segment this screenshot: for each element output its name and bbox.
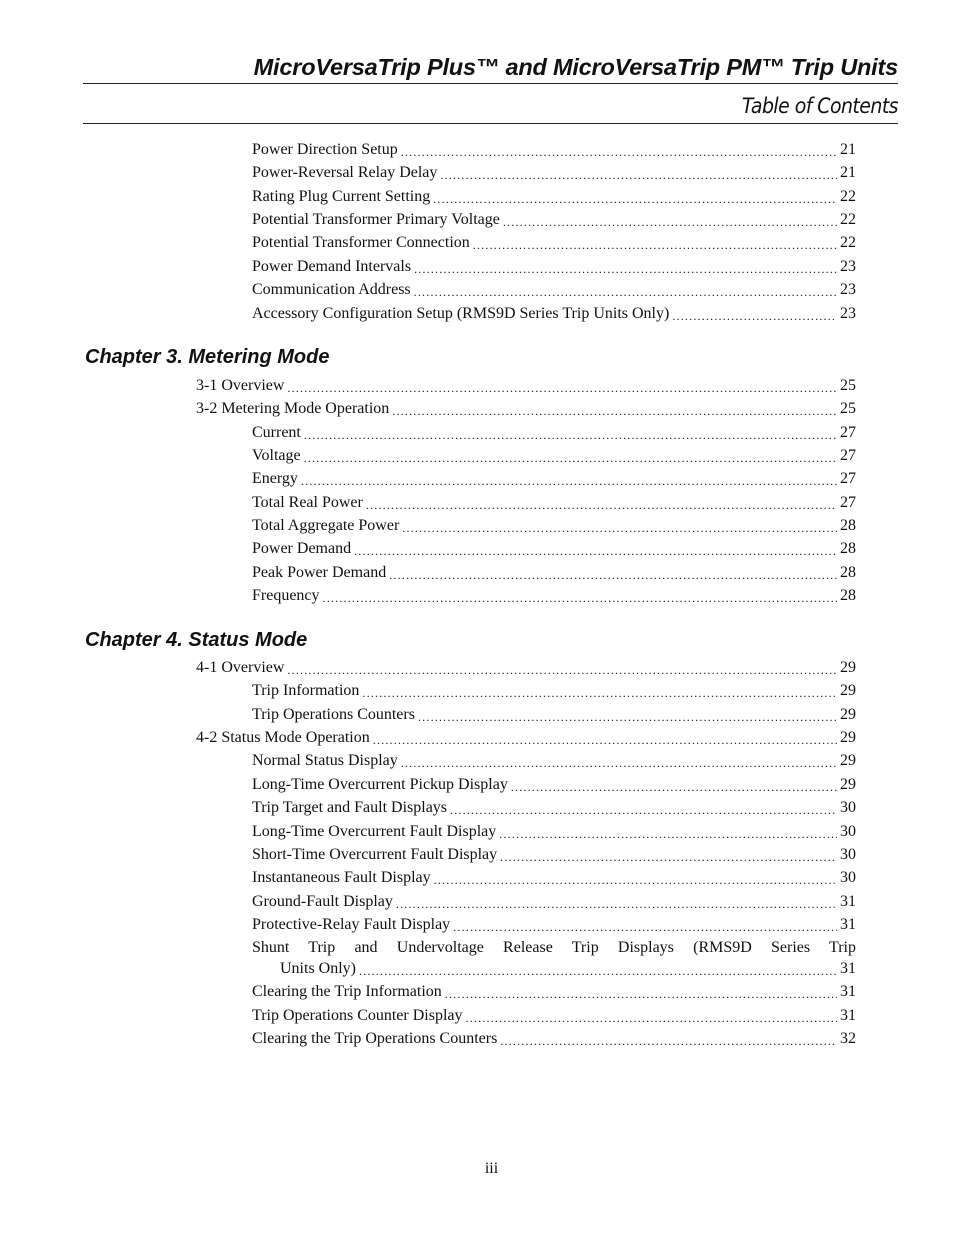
toc-entry-page: 31 xyxy=(840,893,856,910)
toc-entry-page: 30 xyxy=(840,846,856,863)
dot-leader xyxy=(450,798,837,814)
dot-leader xyxy=(389,563,837,579)
toc-entry[interactable] xyxy=(252,1004,856,1027)
toc-entry-page: 25 xyxy=(840,400,856,417)
toc-entry[interactable] xyxy=(196,726,856,749)
toc-entry[interactable] xyxy=(196,374,856,397)
chapter-heading[interactable]: Chapter 4. Status Mode xyxy=(85,629,308,651)
toc-entry[interactable] xyxy=(252,138,856,161)
toc-entry[interactable] xyxy=(252,749,856,772)
dot-leader xyxy=(672,304,837,320)
toc-entry[interactable] xyxy=(252,444,856,467)
toc-entry-title: Clearing the Trip Information xyxy=(252,983,442,1000)
toc-entry-title: 3-2 Metering Mode Operation xyxy=(196,400,390,417)
toc-entry-page: 23 xyxy=(840,258,856,275)
toc-entry-title: 3-1 Overview xyxy=(196,377,285,394)
section-title: Table of Contents xyxy=(741,94,898,118)
toc-entry-page: 27 xyxy=(840,447,856,464)
toc-entry-title: Instantaneous Fault Display xyxy=(252,869,431,886)
toc-entry-page: 28 xyxy=(840,564,856,581)
toc-entry-page: 30 xyxy=(840,823,856,840)
toc-entry-title: Potential Transformer Connection xyxy=(252,234,470,251)
toc-entry[interactable] xyxy=(252,1027,856,1050)
dot-leader xyxy=(433,187,837,203)
toc-entry-title: Trip Operations Counter Display xyxy=(252,1007,463,1024)
dot-leader xyxy=(401,140,837,156)
toc-entry-page: 27 xyxy=(840,424,856,441)
toc-entry[interactable] xyxy=(252,703,856,726)
toc-entry[interactable] xyxy=(252,278,856,301)
toc-entry-title: Ground-Fault Display xyxy=(252,893,393,910)
dot-leader xyxy=(503,210,837,226)
toc-entry-page: 25 xyxy=(840,377,856,394)
toc-entry-title: Power Demand xyxy=(252,540,352,557)
dot-leader xyxy=(287,658,837,674)
toc-entry-title: Potential Transformer Primary Voltage xyxy=(252,211,500,228)
toc-entry-title: Long-Time Overcurrent Fault Display xyxy=(252,823,497,840)
dot-leader xyxy=(473,233,837,249)
toc-entry-title: Trip Target and Fault Displays xyxy=(252,799,448,816)
dot-leader xyxy=(301,469,837,485)
toc-entry[interactable] xyxy=(252,820,856,843)
dot-leader xyxy=(359,960,837,976)
toc-entry-page: 23 xyxy=(840,281,856,298)
toc-entry-title: Frequency xyxy=(252,587,320,604)
dot-leader xyxy=(453,915,837,931)
toc-entry[interactable] xyxy=(252,796,856,819)
toc-entry-title: Communication Address xyxy=(252,281,411,298)
toc-entry-page: 29 xyxy=(840,682,856,699)
toc-entry[interactable] xyxy=(196,397,856,420)
dot-leader xyxy=(499,822,837,838)
toc-entry[interactable] xyxy=(252,890,856,913)
toc-entry[interactable] xyxy=(252,866,856,889)
dot-leader xyxy=(434,868,837,884)
toc-entry-page: 23 xyxy=(840,305,856,322)
toc-entry-page: 29 xyxy=(840,776,856,793)
toc-entry-page: 31 xyxy=(840,1007,856,1024)
toc-entry[interactable] xyxy=(252,161,856,184)
dot-leader xyxy=(414,280,837,296)
toc-entry-title: Energy xyxy=(252,470,298,487)
toc-entry[interactable] xyxy=(252,302,856,325)
toc-entry-page: 29 xyxy=(840,729,856,746)
dot-leader xyxy=(304,423,837,439)
toc-entry-title: Peak Power Demand xyxy=(252,564,387,581)
toc-entry-page: 29 xyxy=(840,659,856,676)
toc-entry-title: Trip Information xyxy=(252,682,360,699)
toc-entry-title-continued: Units Only) xyxy=(280,960,356,977)
toc-entry[interactable] xyxy=(252,185,856,208)
toc-entry[interactable] xyxy=(196,656,856,679)
toc-entry-title: Accessory Configuration Setup (RMS9D Series Trip Units Only) xyxy=(252,305,670,322)
dot-leader xyxy=(287,376,837,392)
toc-entry-page: 22 xyxy=(840,234,856,251)
toc-entry-title: Power Demand Intervals xyxy=(252,258,412,275)
toc-entry[interactable] xyxy=(252,679,856,702)
toc-entry-title: Normal Status Display xyxy=(252,752,398,769)
toc-entry[interactable] xyxy=(252,584,856,607)
dot-leader xyxy=(354,539,837,555)
dot-leader xyxy=(396,892,837,908)
toc-entry-title: Clearing the Trip Operations Counters xyxy=(252,1030,498,1047)
toc-entry-page: 28 xyxy=(840,517,856,534)
toc-entry[interactable] xyxy=(252,491,856,514)
toc-entry-page: 30 xyxy=(840,869,856,886)
toc-entry[interactable] xyxy=(252,913,856,936)
toc-entry-page: 21 xyxy=(840,141,856,158)
toc-entry-title: Protective-Relay Fault Display xyxy=(252,916,451,933)
toc-entry-title: 4-2 Status Mode Operation xyxy=(196,729,370,746)
toc-entry[interactable] xyxy=(252,231,856,254)
toc-entry-title: Power Direction Setup xyxy=(252,141,398,158)
toc-entry-page: 28 xyxy=(840,587,856,604)
toc-entry-title: 4-1 Overview xyxy=(196,659,285,676)
toc-entry-page: 31 xyxy=(840,960,856,977)
dot-leader xyxy=(511,775,837,791)
dot-leader xyxy=(392,399,837,415)
toc-entry-title: Rating Plug Current Setting xyxy=(252,188,431,205)
toc-entry-title: Current xyxy=(252,424,301,441)
dot-leader xyxy=(500,845,837,861)
document-title: MicroVersaTrip Plus™ and MicroVersaTrip PM™ Trip Units xyxy=(253,54,898,80)
dot-leader xyxy=(401,751,837,767)
toc-entry-page: 31 xyxy=(840,983,856,1000)
header-rule-top xyxy=(83,83,898,84)
toc-entry-title: Total Real Power xyxy=(252,494,363,511)
toc-entry-page: 32 xyxy=(840,1030,856,1047)
toc-entry-title: Long-Time Overcurrent Pickup Display xyxy=(252,776,508,793)
chapter-heading[interactable]: Chapter 3. Metering Mode xyxy=(85,346,330,368)
toc-entry-page: 27 xyxy=(840,470,856,487)
toc-entry-page: 22 xyxy=(840,211,856,228)
toc-entry-page: 28 xyxy=(840,540,856,557)
toc-entry[interactable] xyxy=(252,514,856,537)
toc-entry[interactable] xyxy=(252,561,856,584)
toc-entry-title: Trip Operations Counters xyxy=(252,706,415,723)
toc-entry-page: 29 xyxy=(840,752,856,769)
dot-leader xyxy=(402,516,837,532)
toc-entry[interactable] xyxy=(252,255,856,278)
toc-entry-title: Voltage xyxy=(252,447,301,464)
page-number: iii xyxy=(484,1160,499,1177)
dot-leader xyxy=(414,257,837,273)
toc-entry[interactable] xyxy=(252,773,856,796)
toc-entry-page: 31 xyxy=(840,916,856,933)
toc-entry[interactable] xyxy=(252,980,856,1003)
toc-entry[interactable] xyxy=(252,537,856,560)
toc-entry-page: 30 xyxy=(840,799,856,816)
toc-entry[interactable] xyxy=(252,421,856,444)
toc-entry-title: Power-Reversal Relay Delay xyxy=(252,164,438,181)
toc-entry-title: Shunt Trip and Undervoltage Release Trip Displays (RMS9D Series Trip xyxy=(252,939,856,956)
dot-leader xyxy=(373,728,837,744)
toc-entry-title: Short-Time Overcurrent Fault Display xyxy=(252,846,498,863)
toc-entry-page: 29 xyxy=(840,706,856,723)
toc-entry[interactable] xyxy=(252,467,856,490)
header-rule-bottom xyxy=(83,123,898,124)
toc-entry[interactable] xyxy=(252,843,856,866)
dot-leader xyxy=(418,705,837,721)
toc-entry-page: 27 xyxy=(840,494,856,511)
dot-leader xyxy=(366,493,837,509)
toc-entry[interactable] xyxy=(252,937,856,979)
dot-leader xyxy=(323,586,837,602)
toc-entry-page: 21 xyxy=(840,164,856,181)
dot-leader xyxy=(466,1006,837,1022)
toc-entry[interactable] xyxy=(252,208,856,231)
toc-entry-title: Total Aggregate Power xyxy=(252,517,400,534)
dot-leader xyxy=(362,681,837,697)
dot-leader xyxy=(445,982,837,998)
dot-leader xyxy=(440,163,837,179)
toc-entry-page: 22 xyxy=(840,188,856,205)
dot-leader xyxy=(500,1029,837,1045)
dot-leader xyxy=(304,446,837,462)
